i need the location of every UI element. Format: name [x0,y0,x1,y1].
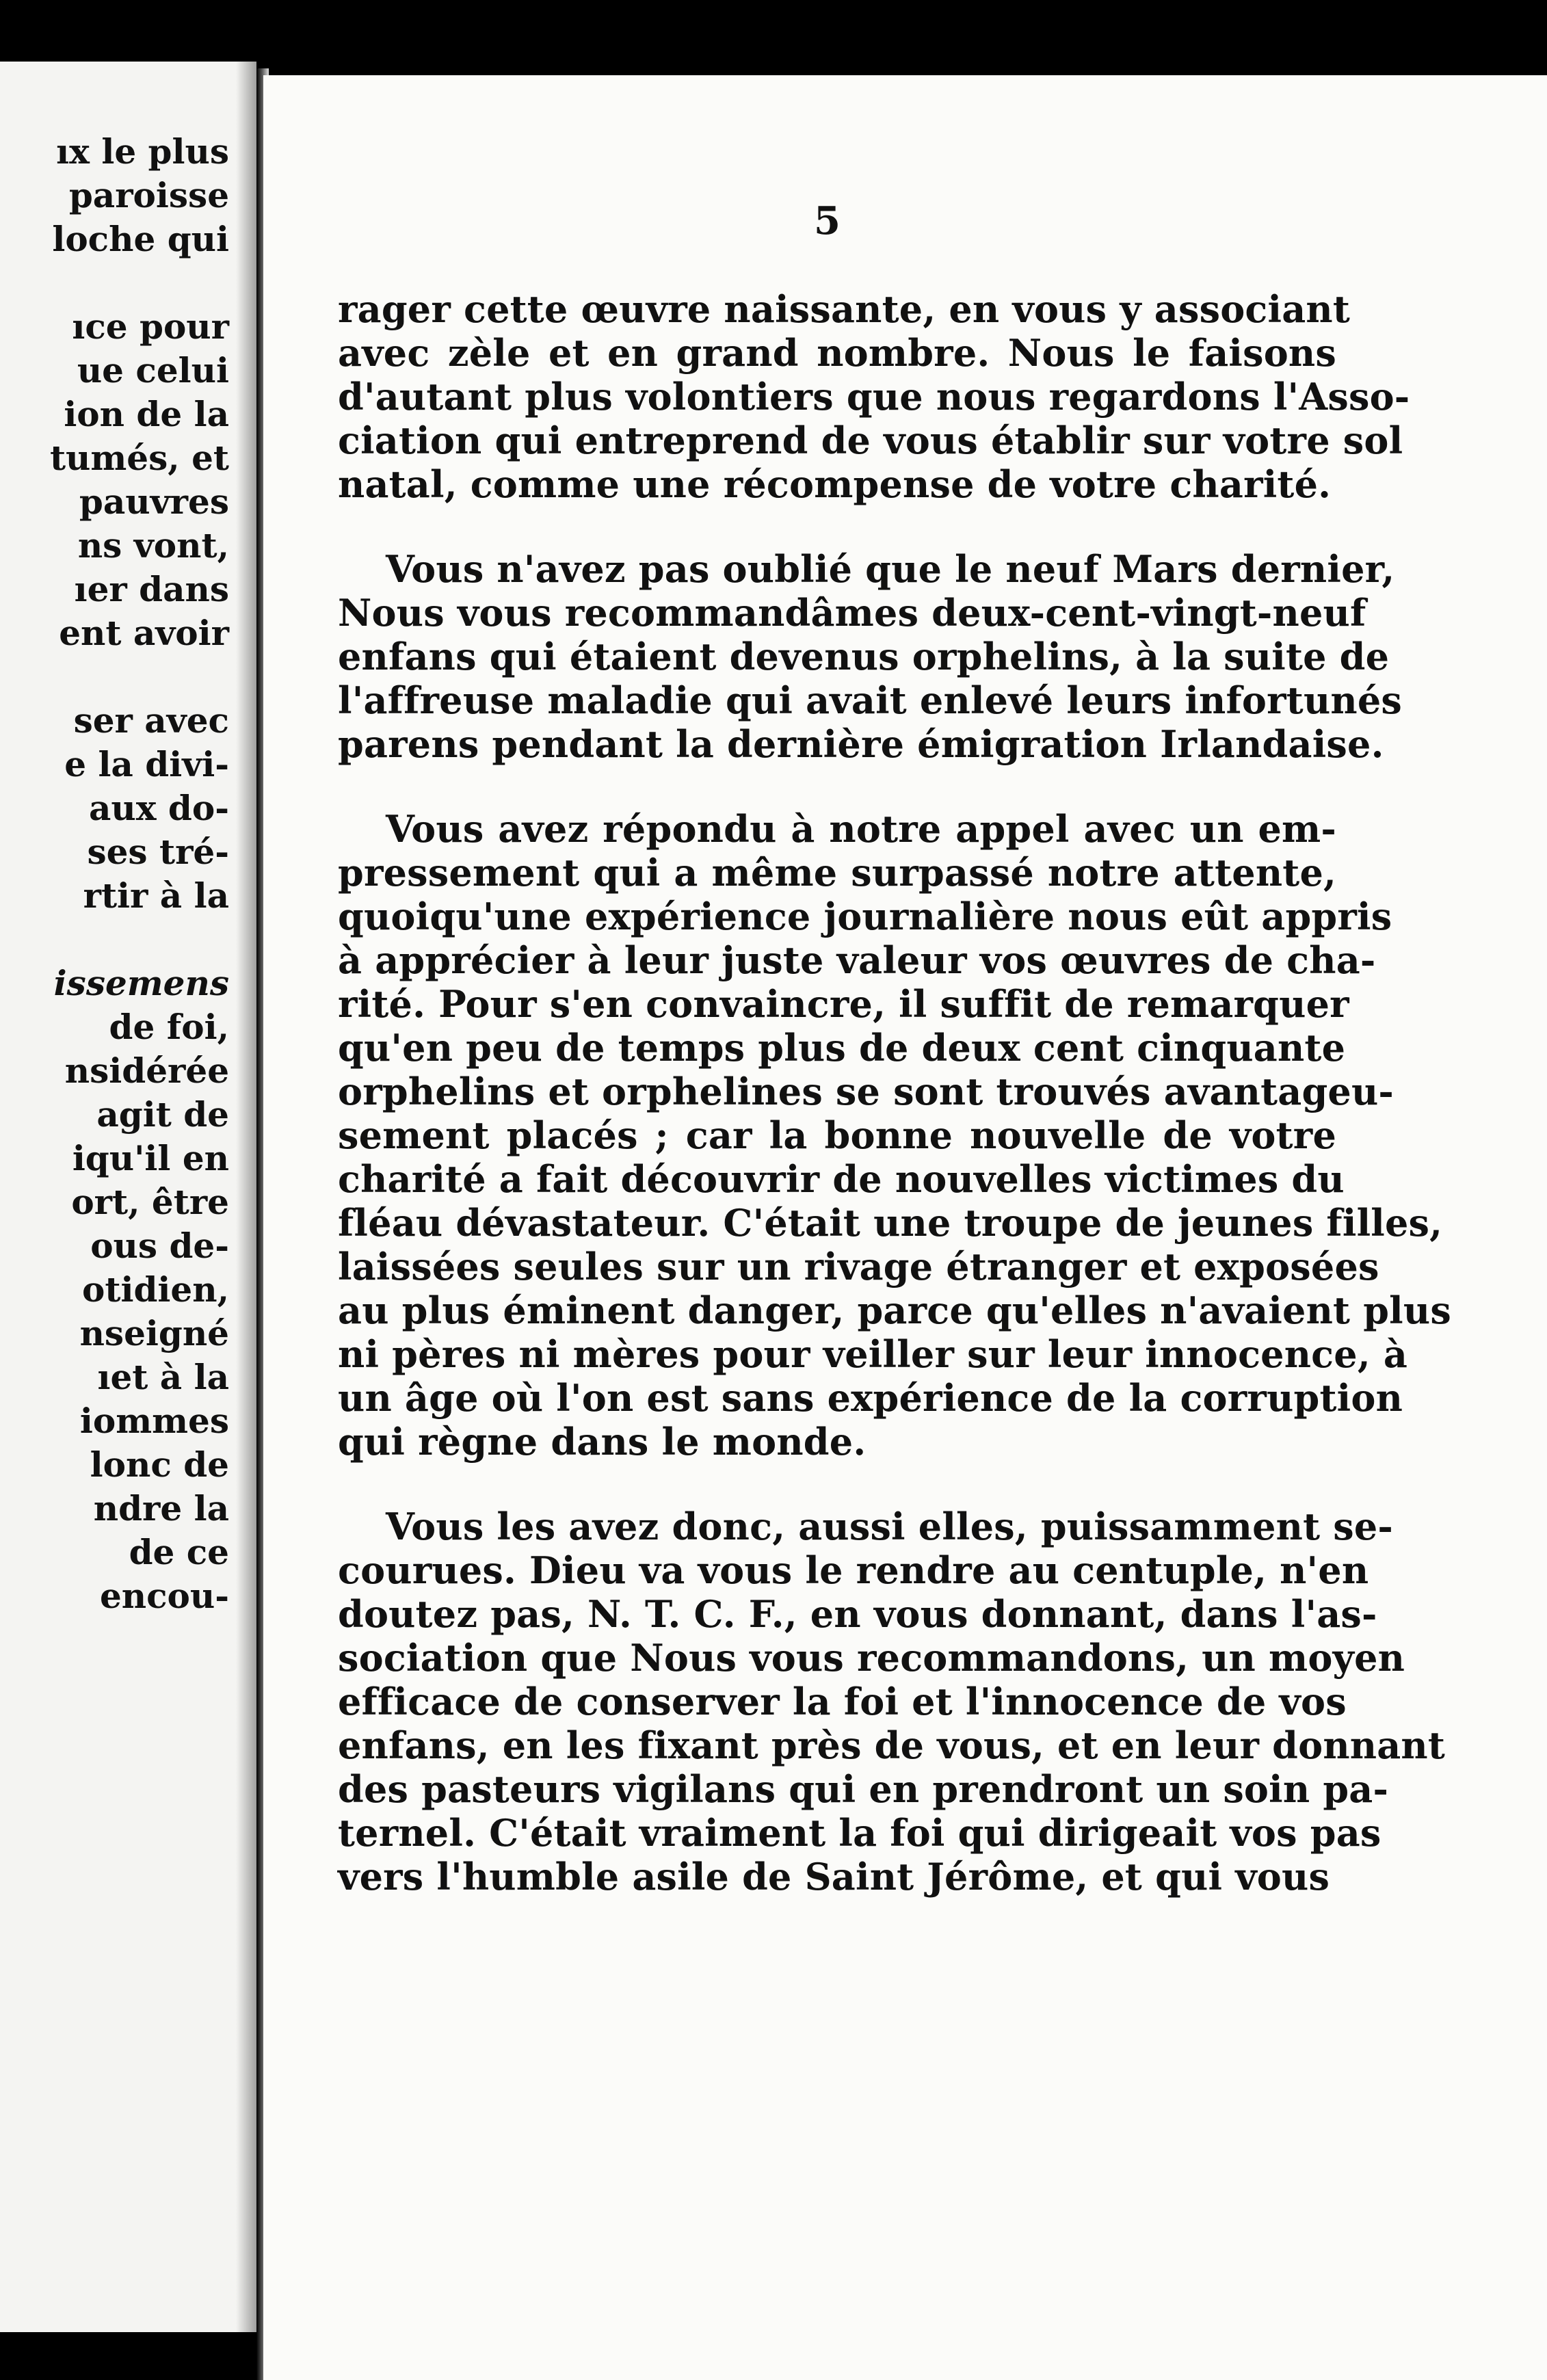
facing-page-line: paroisse [68,175,229,215]
facing-page-line: lonc de [90,1444,229,1485]
facing-page-line: pauvres [79,481,229,522]
facing-page-line: ns vont, [77,525,229,566]
facing-page-line: issemens [53,963,229,1003]
text-line: orphelins et orphelines se sont trouvés avantageu- [338,1070,1394,1113]
facing-page-line: e la divi- [64,744,229,784]
text-line: Vous avez répondu à notre appel avec un em- [386,807,1336,851]
text-line: ternel. C'était vraiment la foi qui dirigeait vos pas [338,1811,1381,1855]
text-line: pressement qui a même surpassé notre attente, [338,851,1336,895]
paragraph [338,807,1451,1464]
text-line: avec zèle et en grand nombre. Nous le faisons [338,331,1336,375]
facing-page-line: ous de- [90,1226,229,1266]
text-line: efficace de conserver la foi et l'innocence de vos [338,1680,1347,1723]
facing-page-line: ıer dans [74,569,229,609]
text-line: ciation qui entreprend de vous établir sur votre sol [338,419,1403,462]
facing-page-line: ue celui [77,350,229,391]
text-line: natal, comme une récompense de votre charité. [338,462,1332,506]
facing-page-left [0,62,256,2332]
paragraph [338,1505,1446,1899]
text-line: des pasteurs vigilans qui en prendront un soin pa- [338,1767,1389,1811]
text-line: qui règne dans le monde. [338,1420,867,1464]
paragraph [338,287,1410,506]
facing-page-line: encou- [99,1576,229,1616]
facing-page-line: ort, être [71,1182,229,1222]
facing-page-line: ıx le plus [56,131,229,172]
text-line: enfans qui étaient devenus orphelins, à la suite de [338,635,1390,678]
facing-page-line: ent avoir [59,613,229,653]
text-line: un âge où l'on est sans expérience de la corruption [338,1376,1403,1420]
text-line: vers l'humble asile de Saint Jérôme, et qui vous [338,1855,1330,1899]
facing-page-line: ıet à la [97,1357,229,1397]
facing-page-line: rtir à la [83,875,229,916]
text-line: doutez pas, N. T. C. F., en vous donnant, dans l'as- [338,1592,1377,1636]
body-text [338,287,1451,1899]
facing-page-line: nsidérée [64,1050,229,1091]
facing-page-line: iommes [79,1401,229,1441]
facing-page-line: loche qui [52,219,229,259]
text-line: enfans, en les fixant près de vous, et en leur donnant [338,1723,1446,1767]
facing-page-line: ndre la [93,1488,229,1529]
text-line: ni pères ni mères pour veiller sur leur innocence, à [338,1332,1408,1376]
text-line: laissées seules sur un rivage étranger et exposées [338,1245,1379,1288]
text-line: d'autant plus volontiers que nous regardons l'Asso- [338,375,1410,419]
facing-page-line: iqu'il en [72,1138,229,1178]
text-line: qu'en peu de temps plus de deux cent cinquante [338,1026,1346,1070]
text-line: sement placés ; car la bonne nouvelle de votre [338,1113,1336,1157]
facing-page-line: ıce pour [72,306,229,347]
text-line: à apprécier à leur juste valeur vos œuvres de cha- [338,938,1376,982]
text-line: l'affreuse maladie qui avait enlevé leurs infortunés [338,678,1403,722]
facing-page-line: ser avec [73,700,229,741]
text-line: fléau dévastateur. C'était une troupe de jeunes filles, [338,1201,1443,1245]
paragraph [338,547,1403,766]
text-line: courues. Dieu va vous le rendre au centuple, n'en [338,1548,1369,1592]
text-line: charité a fait découvrir de nouvelles victimes du [338,1157,1345,1201]
gutter-shadow [236,62,256,2332]
page-number: 5 [814,198,841,243]
text-line: au plus éminent danger, parce qu'elles n'avaient plus [338,1288,1451,1332]
text-line: rité. Pour s'en convaincre, il suffit de remarquer [338,982,1349,1026]
facing-page-line: de ce [129,1532,229,1572]
facing-page-line: nseigné [79,1313,229,1353]
text-line: sociation que Nous vous recommandons, un moyen [338,1636,1405,1680]
text-line: Vous les avez donc, aussi elles, puissamment se- [386,1505,1394,1548]
text-line: Nous vous recommandâmes deux-cent-vingt-neuf [338,591,1366,635]
facing-page-line: aux do- [88,788,229,828]
text-line: quoiqu'une expérience journalière nous eût appris [338,895,1392,938]
facing-page-line: agit de [96,1094,229,1135]
facing-page-line: tumés, et [49,438,229,478]
text-line: parens pendant la dernière émigration Irlandaise. [338,722,1384,766]
facing-page-line: otidien, [82,1269,229,1310]
text-line: Vous n'avez pas oublié que le neuf Mars dernier, [386,547,1395,591]
facing-page-line: de foi, [109,1007,229,1047]
facing-page-line: ion de la [64,394,229,434]
text-line: rager cette œuvre naissante, en vous y associant [338,287,1350,331]
facing-page-line: ses tré- [87,832,229,872]
